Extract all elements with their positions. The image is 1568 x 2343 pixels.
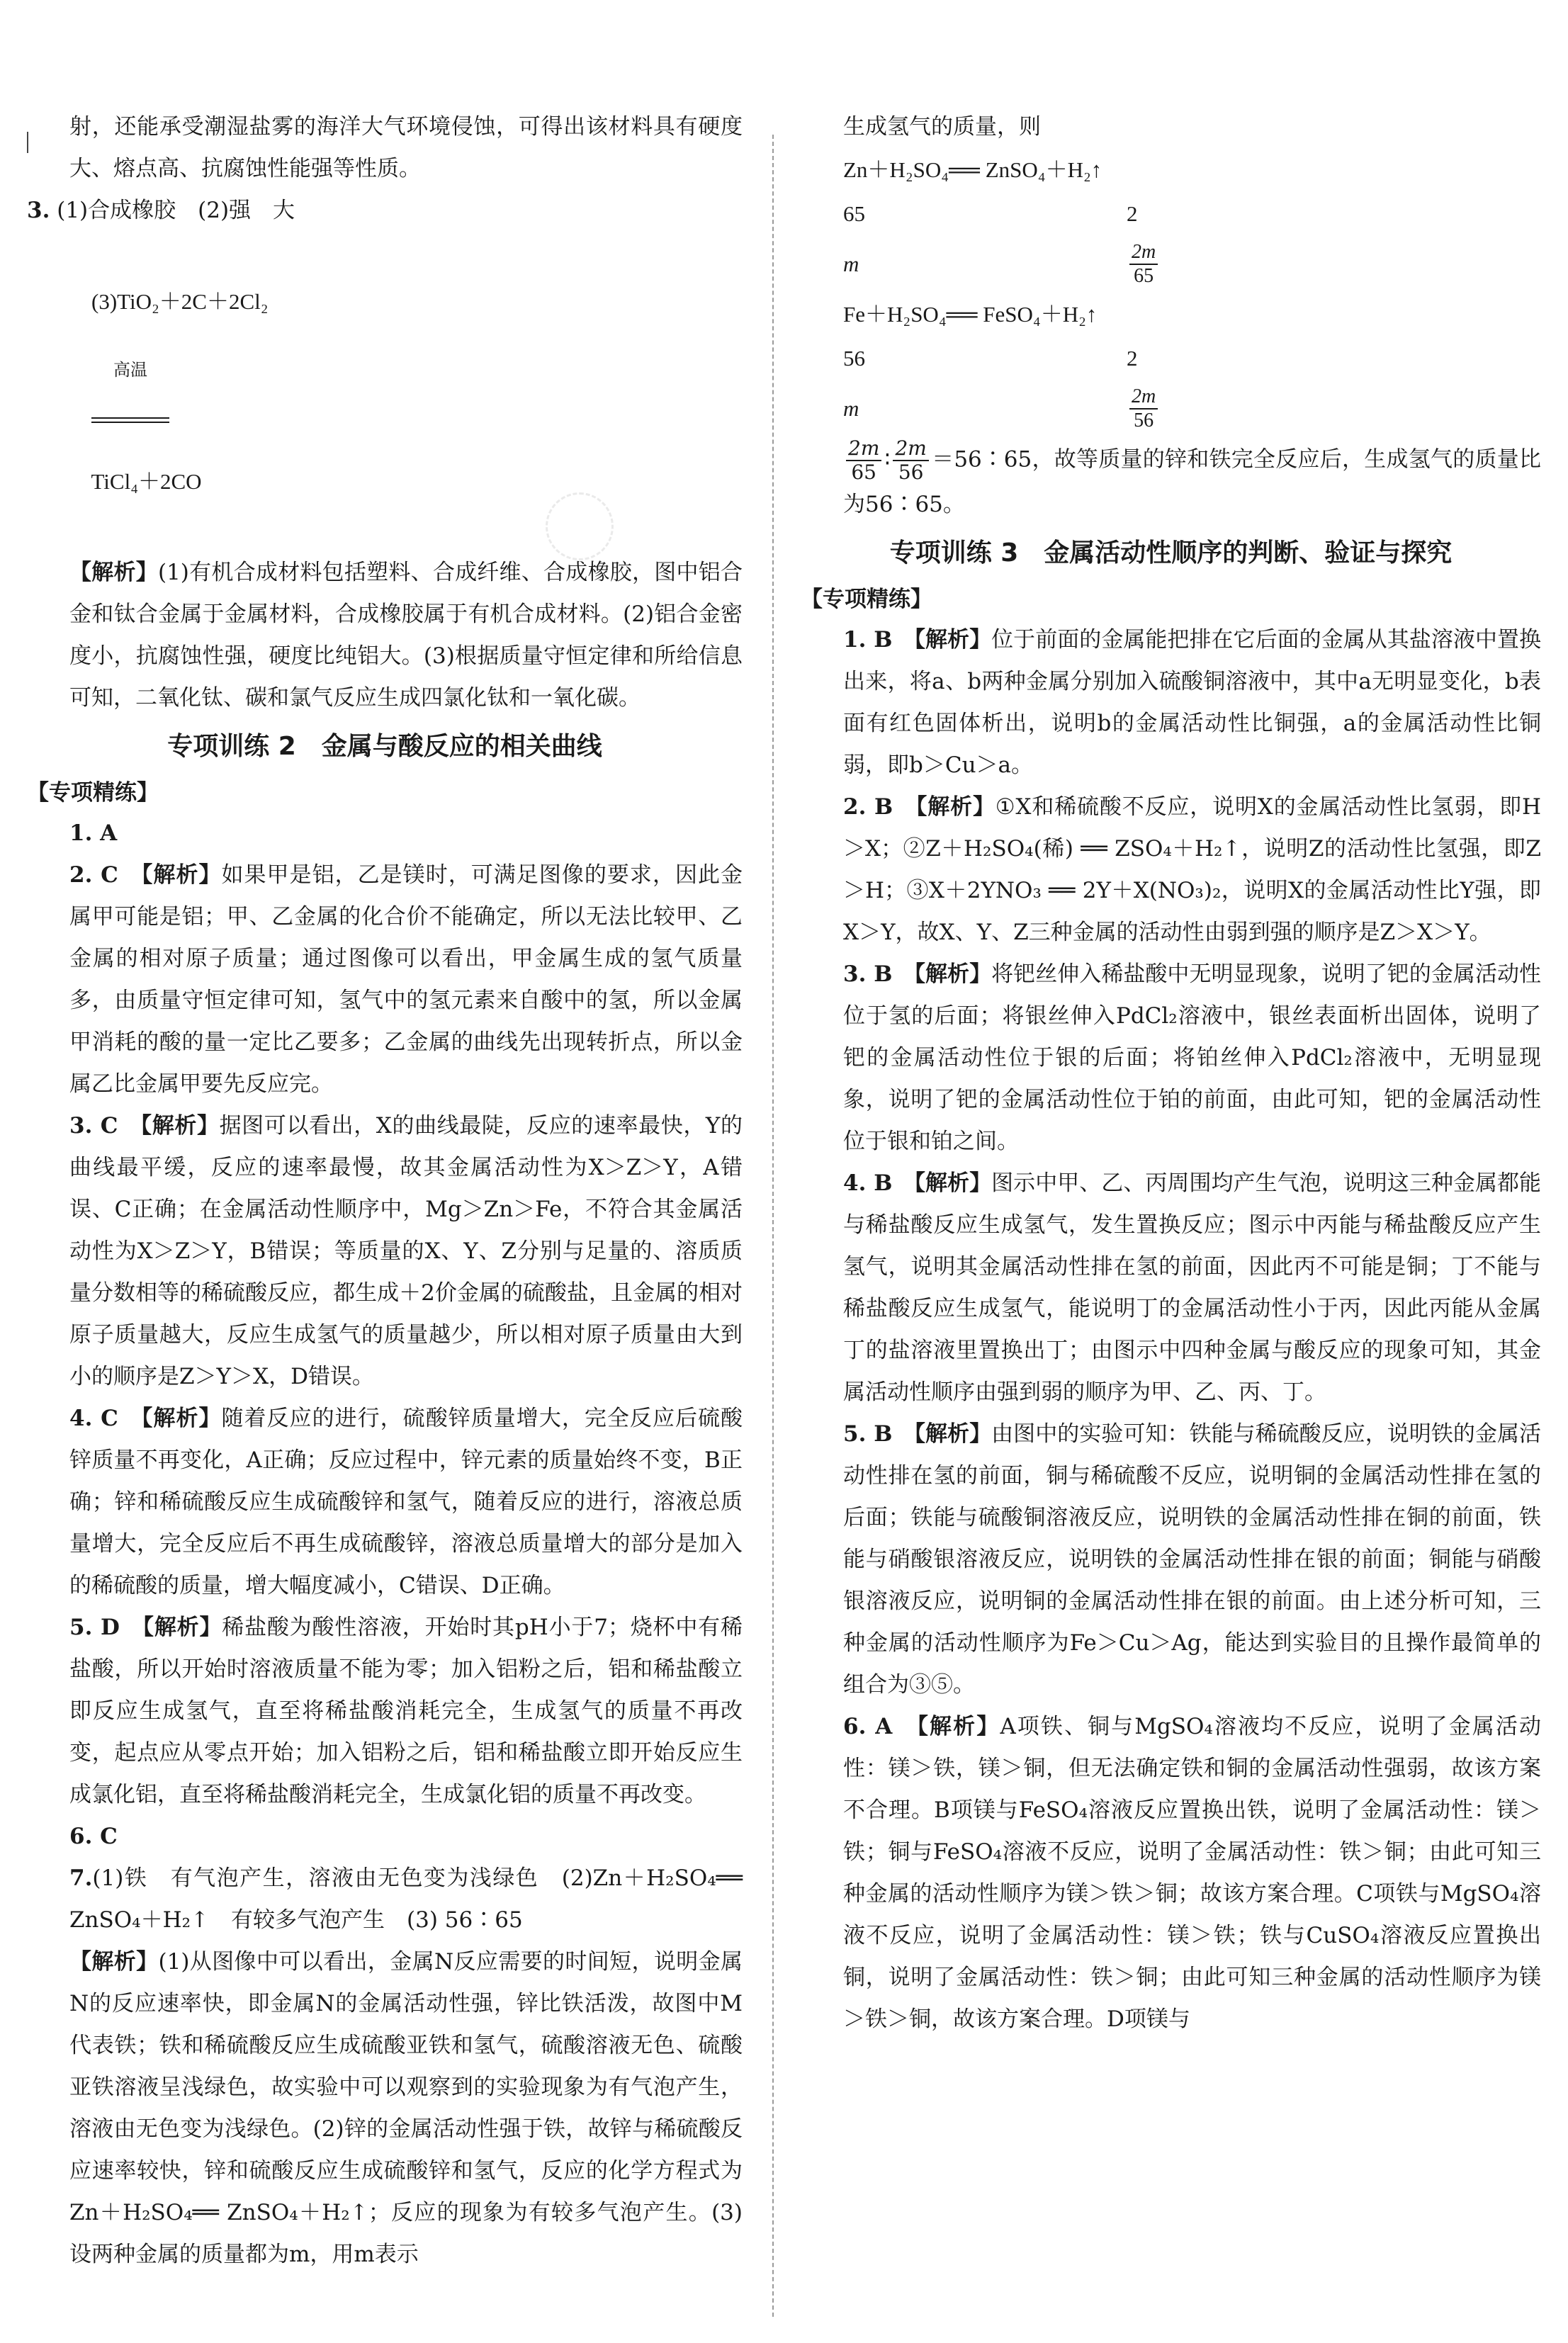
explanation-label: 【解析】 [914,1421,992,1447]
question-number: 1. B [843,627,893,653]
equation-left: (3)TiO₂＋2C＋2Cl₂ [91,289,269,314]
answer-r6 [801,1706,1541,2040]
answer-2 [27,854,743,1105]
explanation-label: 【解析】 [69,560,158,585]
answer-4 [27,1398,743,1607]
chemical-equation [27,236,743,548]
mass-m: m [843,252,859,276]
explanation-text: 位于前面的金属能把排在它后面的金属从其盐溶液中置换出来，将a、b两种金属分别加入硫酸铜溶液中，其中a无明显变化，b表面有红色固体析出，说明b的金属活动性比铜强，a的金属活动性比铜弱，即b＞Cu＞a。 [843,627,1542,778]
answer-3 [27,190,743,232]
molar-mass-fe: 56 [843,346,865,371]
explanation-label: 【解析】 [141,1406,222,1431]
equation-fe: Fe＋H₂SO₄══ FeSO₄＋H₂↑ [843,302,1098,327]
equation-fe-m-row [801,380,1541,437]
answer-text: (1)铁 有气泡产生，溶液由无色变为浅绿色 (2)Zn＋H₂SO₄══ ZnSO₄＋H₂↑ 有较多气泡产生 (3) 56∶65 [69,1865,743,1933]
equation-zn-m-row [801,236,1541,293]
mass-m: m [843,396,859,421]
question-number: 6. A [843,1714,893,1739]
explanation-label: 【解析】 [914,627,992,653]
answer-3b [27,1105,743,1398]
explanation-text: ①X和稀硫酸不反应，说明X的金属活动性比氢弱，即H＞X；②Z＋H₂SO₄(稀) ══ ZSO₄＋H₂↑，说明Z的活动性比氢强，即Z＞H；③X＋2YNO₃ ══ 2Y＋X(NO₃)₂，说明X的金属活动性比Y强，即X＞Y，故X、Y、Z三种金属的活动性由弱到强的顺序是Z＞X＞Y。 [843,794,1542,945]
explanation-label: 【解析】 [914,961,992,987]
column-divider [772,135,774,2317]
question-number: 5. D [69,1615,120,1640]
answer-6: 6. C [69,1824,118,1849]
fraction-2m-65 [846,437,881,484]
explanation-text: 由图中的实验可知：铁能与稀硫酸反应，说明铁的金属活动性排在氢的前面，铜与稀硫酸不反应，说明铜的金属活动性排在氢的后面；铁能与硫酸铜溶液反应，说明铁的金属活动性排在铜的前面，铁能与硝酸银溶液反应，说明铁的金属活动性排在银的前面；铜能与硝酸银溶液反应，说明铜的金属活动性排在银的前面。由上述分析可知，三种金属的活动性顺序为Fe＞Cu＞Ag，能达到实验目的且操作最简单的组合为③⑤。 [843,1421,1542,1698]
answer-r4 [801,1163,1541,1413]
denominator: 56 [898,461,924,484]
question-number: 4. B [843,1170,893,1196]
explanation-text: 将钯丝伸入稀盐酸中无明显现象，说明了钯的金属活动性位于氢的后面；将银丝伸入PdCl₂溶液中，银丝表面析出固体，说明了钯的金属活动性位于银的后面；将铂丝伸入PdCl₂溶液中，无明显现象，说明了钯的金属活动性位于铂的前面，由此可知，钯的金属活动性位于银和铂之间。 [843,961,1542,1154]
question-number: 4. C [69,1406,118,1431]
question-number: 7. [69,1865,93,1891]
numerator: 2m [1129,385,1158,410]
question-number: 3. C [69,1113,118,1139]
explanation-text: A项铁、铜与MgSO₄溶液均不反应，说明了金属活动性：镁＞铁，镁＞铜，但无法确定铁和铜的金属活动性强弱，故该方案不合理。B项镁与FeSO₄溶液反应置换出铁，说明了金属活动性：镁＞铁；铜与FeSO₄溶液不反应，说明了金属活动性：铁＞铜；由此可知三种金属的活动性顺序为镁＞铁＞铜；故该方案合理。C项铁与MgSO₄溶液不反应，说明了金属活动性：镁＞铁；铁与CuSO₄溶液反应置换出铜，说明了金属活动性：铁＞铜；由此可知三种金属的活动性顺序为镁＞铁＞铜，故该方案合理。D项镁与 [843,1714,1542,2032]
equation-zn: Zn＋H₂SO₄══ ZnSO₄＋H₂↑ [843,157,1102,182]
answer-r3 [801,954,1541,1163]
equation-fe-mass-row [801,337,1541,380]
explanation-label: 【解析】 [69,1949,159,1975]
question-number: 3. B [843,961,893,987]
molar-mass-h2: 2 [1127,201,1138,226]
fraction-2m-65 [1129,241,1158,288]
question-number: 2. B [843,794,893,820]
numerator: 2m [893,437,928,461]
question-number: 5. B [843,1421,893,1447]
equation-right: TiCl₄＋2CO [91,469,202,494]
explanation-label: 【解析】 [142,1615,222,1640]
denominator: 65 [851,461,876,484]
molar-mass-h2: 2 [1127,346,1138,371]
explanation-label: 【解析】 [915,794,995,820]
numerator: 2m [846,437,881,461]
explanation-text: (1)有机合成材料包括塑料、合成纤维、合成橡胶，图中铝合金和钛合金属于金属材料，合成橡胶属于有机合成材料。(2)铝合金密度小，抗腐蚀性强，硬度比纯铝大。(3)根据质量守恒定律和所给信息可知，二氧化钛、碳和氯气反应生成四氯化钛和一氧化碳。 [69,560,743,711]
question-number: 3. [27,198,50,223]
section-3-title: 专项训练 3 金属活动性顺序的判断、验证与探究 [889,538,1453,568]
explanation-text: (1)从图像中可以看出，金属N反应需要的时间短，说明金属N的反应速率快，即金属N的金属活动性强，锌比铁活泼，故图中M代表铁；铁和稀硫酸反应生成硫酸亚铁和氢气，硫酸溶液无色、硫酸亚铁溶液呈浅绿色，故实验中可以观察到的实验现象为有气泡产生，溶液由无色变为浅绿色。(2)锌的金属活动性强于铁，故锌与稀硫酸反应速率较快，锌和硫酸反应生成硫酸锌和氢气，反应的化学方程式为Zn＋H₂SO₄══ ZnSO₄＋H₂↑；反应的现象为有较多气泡产生。(3)设两种金属的质量都为m，用m表示 [69,1949,743,2267]
explanation-text: 如果甲是铝，乙是镁时，可满足图像的要求，因此金属甲可能是铝；甲、乙金属的化合价不能确定，所以无法比较甲、乙金属的相对原子质量；通过图像可以看出，甲金属生成的氢气质量多，由质量守恒定律可知，氢气中的氢元素来自酸中的氢，所以金属甲消耗的酸的量一定比乙要多；乙金属的曲线先出现转折点，所以金属乙比金属甲要先反应完。 [69,862,743,1097]
explanation-7 [27,1941,743,2276]
explanation-label: 【解析】 [140,1113,220,1139]
answer-5 [27,1607,743,1816]
equals-sign [91,417,169,423]
answer-text: (1)合成橡胶 (2)强 大 [57,198,295,223]
answer-7 [27,1858,743,1941]
equation-zn-mass-row [801,192,1541,236]
explanation-text: 稀盐酸为酸性溶液，开始时其pH小于7；烧杯中有稀盐酸，所以开始时溶液质量不能为零；加入铝粉之后，铝和稀盐酸立即反应生成氢气，直至将稀盐酸消耗完全，生成氢气的质量不再改变，起点应从零点开始；加入铝粉之后，铝和稀盐酸立即开始反应生成氯化铝，直至将稀盐酸消耗完全，生成氯化铝的质量不再改变。 [69,1615,743,1807]
question-number: 2. C [69,862,118,888]
fraction-2m-56 [893,437,928,484]
answer-r1 [801,619,1541,786]
numerator: 2m [1129,241,1158,265]
denominator: 56 [1134,410,1154,431]
paragraph-continuation: 生成氢气的质量，则 [843,114,1041,140]
answer-1: 1. A [69,820,118,846]
reaction-condition: 高温 [113,360,147,380]
ratio-text: ＝56∶65，故等质量的锌和铁完全反应后，生成氢气的质量比为56∶65。 [843,446,1541,517]
explanation-3 [27,552,743,719]
molar-mass-zn: 65 [843,201,865,226]
left-column [27,106,743,2276]
explanation-text: 据图可以看出，X的曲线最陡，反应的速率最快，Y的曲线最平缓，反应的速率最慢，故其金属活动性为X＞Z＞Y，A错误、C正确；在金属活动性顺序中，Mg＞Zn＞Fe，不符合其金属活动性为X＞Z＞Y，B错误；等质量的X、Y、Z分别与足量的、溶质质量分数相等的稀硫酸反应，都生成＋2价金属的硫酸盐，且金属的相对原子质量越大，反应生成氢气的质量越少，所以相对原子质量由大到小的顺序是Z＞Y＞X，D错误。 [69,1113,743,1389]
section-3-subtitle: 【专项精练】 [801,587,932,612]
fraction-2m-56 [1129,385,1158,432]
explanation-label: 【解析】 [917,1714,1000,1739]
answer-r2 [801,786,1541,954]
mass-ratio: $\frac{2m}{65}$ ∶ $\frac{2m}{56}$ ＝56∶65，故等质量的锌和铁完全反应后，生成氢气的质量比为56∶65。 [843,436,1541,517]
paragraph-continuation: 射，还能承受潮湿盐雾的海洋大气环境侵蚀，可得出该材料具有硬度大、熔点高、抗腐蚀性能强等性质。 [69,114,743,181]
answer-r5 [801,1413,1541,1706]
explanation-text: 随着反应的进行，硫酸锌质量增大，完全反应后硫酸锌质量不再变化，A正确；反应过程中，锌元素的质量始终不变，B正确；锌和稀硫酸反应生成硫酸锌和氢气，随着反应的进行，溶液总质量增大，完全反应后不再生成硫酸锌，溶液总质量增大的部分是加入的稀硫酸的质量，增大幅度减小，C错误、D正确。 [69,1406,743,1598]
explanation-label: 【解析】 [914,1170,992,1196]
explanation-label: 【解析】 [141,862,222,888]
section-2-title: 专项训练 2 金属与酸反应的相关曲线 [167,732,602,761]
explanation-text: 图示中甲、乙、丙周围均产生气泡，说明这三种金属都能与稀盐酸反应生成氢气，发生置换反应；图示中丙能与稀盐酸反应产生氢气，说明其金属活动性排在氢的前面，因此丙不可能是铜；丁不能与稀盐酸反应生成氢气，能说明丁的金属活动性小于丙，因此丙能从金属丁的盐溶液里置换出丁；由图示中四种金属与酸反应的现象可知，其金属活动性顺序由强到弱的顺序为甲、乙、丙、丁。 [843,1170,1542,1405]
section-2-subtitle: 【专项精练】 [27,780,159,806]
right-column [801,106,1541,2040]
denominator: 65 [1134,265,1154,287]
